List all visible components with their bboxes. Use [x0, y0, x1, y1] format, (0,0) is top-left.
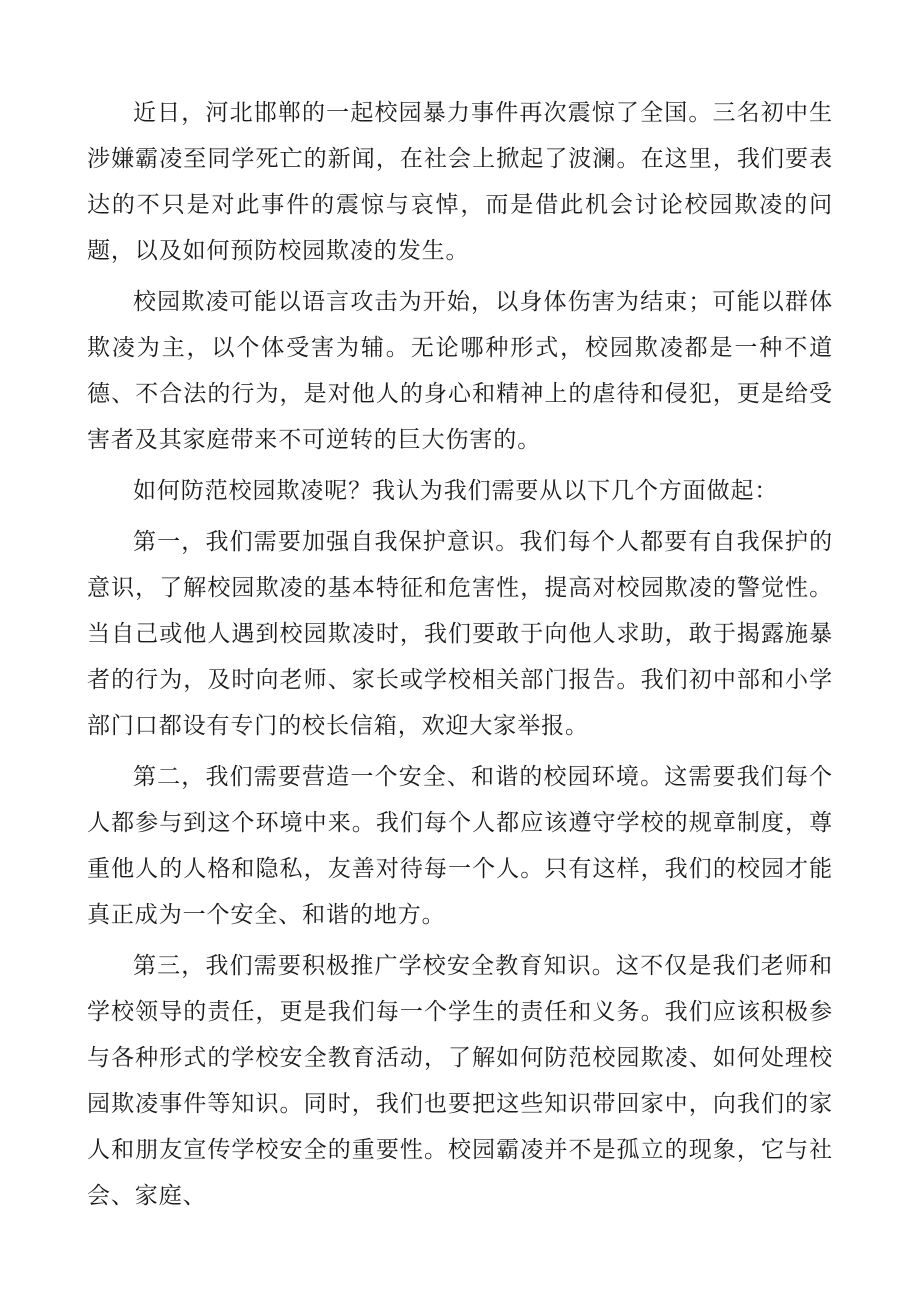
paragraph-point-three: 第三，我们需要积极推广学校安全教育知识。这不仅是我们老师和学校领导的责任，更是我们每一个学生的责任和义务。我们应该积极参与各种形式的学校安全教育活动，了解如何防范校园欺凌、如何处理校园欺凌事件等知识。同时，我们也要把这些知识带回家中，向我们的家人和朋友宣传学校安全的重要性。校园霸凌并不是孤立的现象，它与社会、家庭、 [87, 953, 833, 1209]
paragraph-point-one: 第一，我们需要加强自我保护意识。我们每个人都要有自我保护的意识，了解校园欺凌的基本特征和危害性，提高对校园欺凌的警觉性。当自己或他人遇到校园欺凌时，我们要敢于向他人求助，敢于揭露施暴者的行为，及时向老师、家长或学校相关部门报告。我们初中部和小学部门口都设有专门的校长信箱，欢迎大家举报。 [87, 529, 833, 739]
paragraph-prevention-question: 如何防范校园欺凌呢？我认为我们需要从以下几个方面做起： [133, 478, 779, 504]
paragraph-intro: 近日，河北邯郸的一起校园暴力事件再次震惊了全国。三名初中生涉嫌霸凌至同学死亡的新闻，在社会上掀起了波澜。在这里，我们要表达的不只是对此事件的震惊与哀悼，而是借此机会讨论校园欺凌的问题，以及如何预防校园欺凌的发生。 [87, 100, 833, 264]
document-body [87, 90, 833, 1224]
paragraph-bullying-harm: 校园欺凌可能以语言攻击为开始，以身体伤害为结束；可能以群体欺凌为主，以个体受害为辅。无论哪种形式，校园欺凌都是一种不道德、不合法的行为，是对他人的身心和精神上的虐待和侵犯，更是给受害者及其家庭带来不可逆转的巨大伤害的。 [87, 289, 833, 453]
paragraph-point-two: 第二，我们需要营造一个安全、和谐的校园环境。这需要我们每个人都参与到这个环境中来。我们每个人都应该遵守学校的规章制度，尊重他人的人格和隐私，友善对待每一个人。只有这样，我们的校园才能真正成为一个安全、和谐的地方。 [87, 764, 833, 928]
